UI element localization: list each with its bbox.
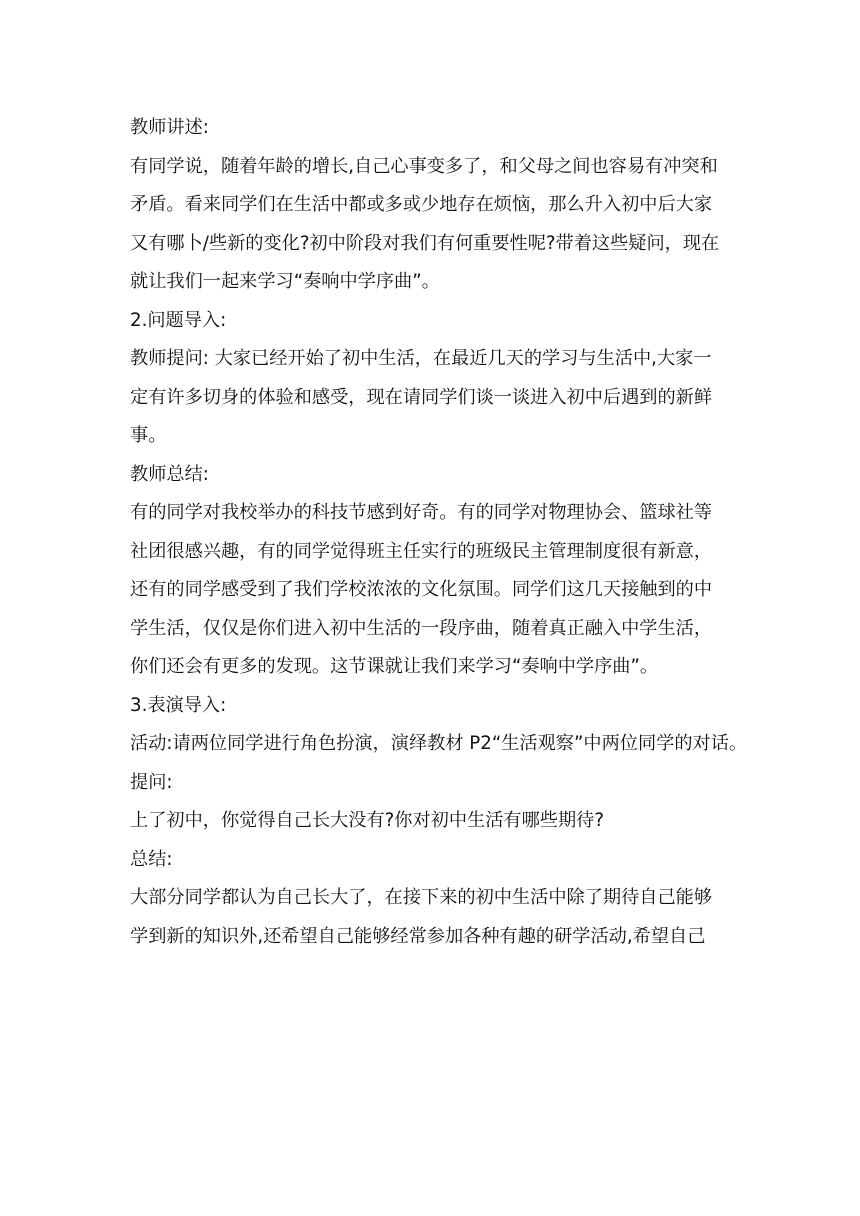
paragraph-line: 事。 <box>130 425 167 446</box>
paragraph-line: 教师提问: 大家已经开始了初中生活，在最近几天的学习与生活中,大家一 <box>130 348 712 369</box>
paragraph-line: 还有的同学感受到了我们学校浓浓的文化氛围。同学们这几天接触到的中 <box>130 579 713 600</box>
paragraph-line: 社团很感兴趣，有的同学觉得班主任实行的班级民主管理制度很有新意， <box>130 540 713 562</box>
paragraph-line: 你们还会有更多的发现。这节课就让我们来学习“奏响中学序曲”。 <box>130 656 659 677</box>
label-summary: 总结: <box>130 848 173 870</box>
section-heading-teacher-summary: 教师总结: <box>130 463 209 485</box>
paragraph-line: 又有哪卜/些新的变化?初中阶段对我们有何重要性呢?带着这些疑问，现在 <box>130 232 720 254</box>
paragraph-line: 定有许多切身的体验和感受，现在请同学们谈一谈进入初中后遇到的新鲜 <box>130 386 713 408</box>
section-heading-teacher-narration: 教师讲述: <box>130 117 209 138</box>
paragraph-line: 学到新的知识外,还希望自己能够经常参加各种有趣的研学活动,希望自己 <box>130 925 706 947</box>
paragraph-line: 矛盾。看来同学们在生活中都或多或少地存在烦恼，那么升入初中后大家 <box>130 194 713 215</box>
paragraph-line: 活动:请两位同学进行角色扮演，演绎教材 P2“生活观察”中两位同学的对话。 <box>130 733 748 754</box>
paragraph-line: 上了初中，你觉得自己长大没有?你对初中生活有哪些期待? <box>130 810 604 831</box>
paragraph-line: 有的同学对我校举办的科技节感到好奇。有的同学对物理协会、篮球社等 <box>130 502 713 523</box>
paragraph-line: 学生活，仅仅是你们进入初中生活的一段序曲，随着真正融入中学生活， <box>130 617 713 639</box>
paragraph-line: 有同学说，随着年龄的增长,自己心事变多了，和父母之间也容易有冲突和 <box>130 155 718 177</box>
label-question: 提问: <box>130 771 173 793</box>
paragraph-line: 就让我们一起来学习“奏响中学序曲”。 <box>130 271 440 292</box>
document-body <box>130 109 748 956</box>
section-heading-question-intro: 2.问题导入: <box>130 309 227 331</box>
section-heading-performance-intro: 3.表演导入: <box>130 694 227 716</box>
paragraph-line: 大部分同学都认为自己长大了，在接下来的初中生活中除了期待自己能够 <box>130 887 713 908</box>
